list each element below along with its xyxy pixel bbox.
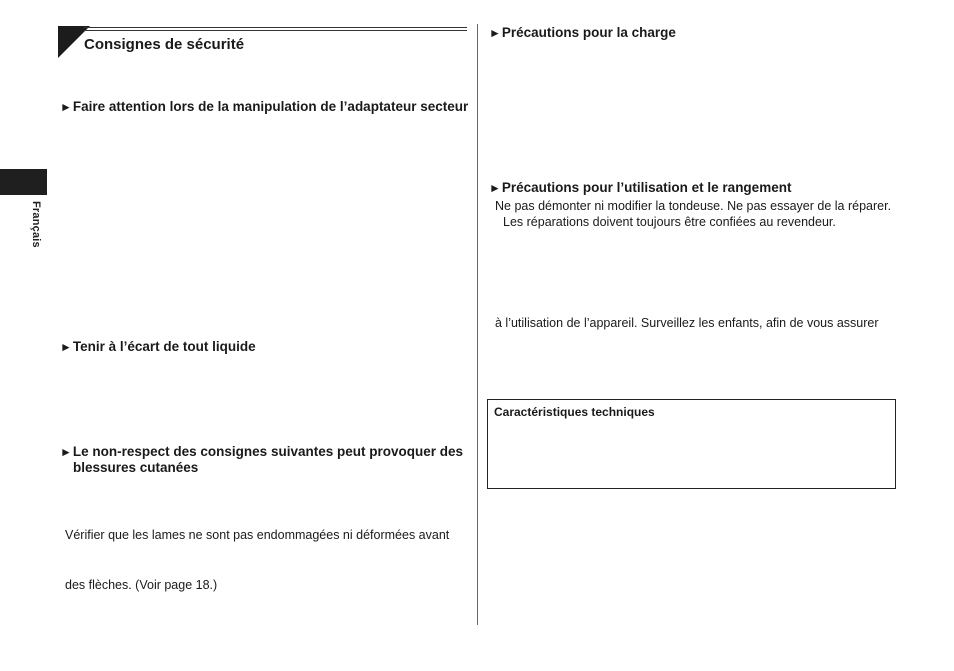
heading-liquide	[60, 339, 256, 355]
spec-box-title: Caractéristiques techniques	[494, 405, 655, 419]
heading-rangement	[489, 180, 791, 196]
language-label: Français	[30, 201, 42, 248]
spec-box	[487, 399, 896, 489]
page-title: Consignes de sécurité	[84, 36, 245, 53]
heading-charge	[489, 25, 676, 41]
arrow-icon: ►	[489, 26, 501, 40]
heading-text: Précautions pour la charge	[501, 25, 676, 40]
arrow-icon: ►	[60, 100, 72, 114]
paragraph-lames: Vérifier que les lames ne sont pas endommagées ni déformées avant	[65, 528, 450, 542]
heading-text: Précautions pour l’utilisation et le rangement	[501, 180, 792, 195]
paragraph-fleches: des flèches. (Voir page 18.)	[65, 578, 218, 592]
arrow-icon: ►	[60, 445, 72, 459]
heading-text: Tenir à l’écart de tout liquide	[72, 339, 256, 354]
heading-blessures	[60, 444, 463, 476]
rangement-line-1: Ne pas démonter ni modifier la tondeuse. Ne pas essayer de la réparer.	[495, 199, 892, 213]
rangement-line-2: Les réparations doivent toujours être confiées au revendeur.	[503, 215, 836, 229]
column-divider	[477, 24, 478, 625]
heading-text-line2: blessures cutanées	[73, 460, 199, 475]
title-double-rule	[84, 27, 467, 31]
heading-text: Faire attention lors de la manipulation de l’adaptateur secteur	[72, 99, 469, 114]
language-tab-marker	[0, 169, 47, 195]
paragraph-enfants: à l’utilisation de l’appareil. Surveillez les enfants, afin de vous assurer	[495, 316, 879, 330]
heading-adaptateur	[60, 99, 468, 115]
heading-text-line1: Le non-respect des consignes suivantes peut provoquer des	[72, 444, 463, 459]
arrow-icon: ►	[489, 181, 501, 195]
arrow-icon: ►	[60, 340, 72, 354]
